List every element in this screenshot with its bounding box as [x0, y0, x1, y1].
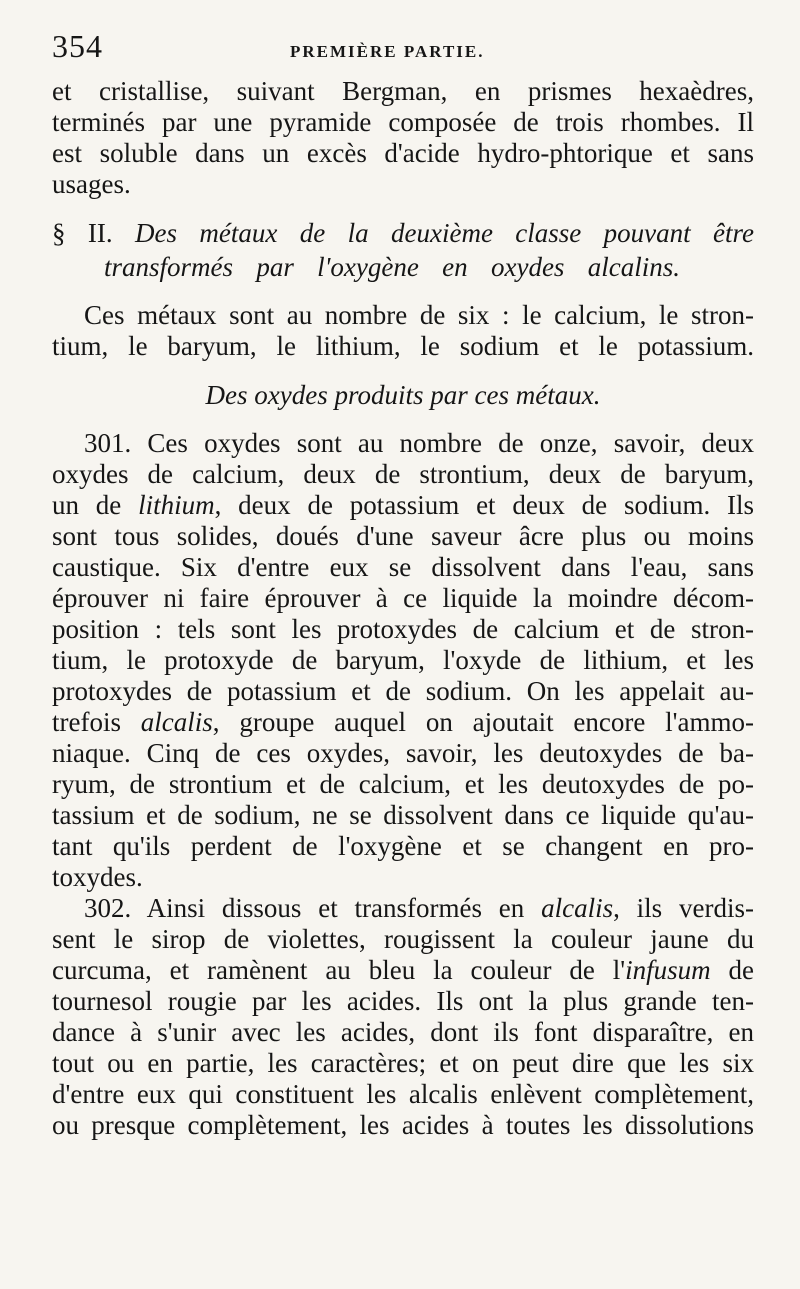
text-run: trefois: [52, 707, 141, 737]
subsection-title: Des oxydes produits par ces métaux.: [205, 380, 601, 410]
italic-term: alcalis: [541, 893, 614, 923]
text-line: est soluble dans un excès d'acide hydro-phtorique et sans: [52, 138, 754, 168]
text-line: ou presque complètement, les acides à toutes les dissolutions: [52, 1110, 754, 1140]
text-line: et cristallise, suivant Bergman, en prismes hexaèdres,: [52, 76, 754, 106]
text-line: sent le sirop de violettes, rougissent la couleur jaune du: [52, 924, 754, 954]
running-head: [52, 28, 754, 76]
italic-term: alcalis: [140, 707, 213, 737]
text-run: , groupe auquel on ajoutait encore l'ammo-: [212, 707, 754, 737]
text-run: de: [710, 955, 755, 985]
text-line: tassium et de sodium, ne se dissolvent dans ce liquide qu'au-: [52, 800, 754, 830]
section-number: § II.: [52, 218, 113, 248]
text-run: 302. Ainsi dissous et transformés en: [84, 893, 542, 923]
italic-term: lithium: [138, 490, 215, 520]
section-heading: [52, 216, 754, 284]
text-line: Ces métaux sont au nombre de six : le calcium, le stron-: [84, 300, 754, 330]
text-line: 301. Ces oxydes sont au nombre de onze, savoir, deux: [84, 428, 754, 458]
text-line: protoxydes de potassium et de sodium. On les appelait au-: [52, 676, 754, 706]
text-line: tout ou en partie, les caractères; et on peut dire que les six: [52, 1048, 754, 1078]
page-number: 354: [52, 28, 103, 64]
text-line: terminés par une pyramide composée de trois rhombes. Il: [52, 107, 754, 137]
paragraph-301: [52, 428, 754, 893]
italic-term: infusum: [625, 955, 711, 985]
text-line: [52, 955, 754, 986]
text-line: [52, 707, 754, 738]
text-run: , deux de potassium et deux de sodium. Ils: [214, 490, 755, 520]
text-run: un de: [52, 490, 139, 520]
paragraph-302: [52, 893, 754, 1141]
text-run: curcuma, et ramènent au bleu la couleur de l': [52, 955, 626, 985]
text-line: [52, 893, 754, 924]
intro-paragraph: [52, 76, 754, 200]
running-title: PREMIÈRE PARTIE.: [290, 42, 485, 61]
text-line: [52, 490, 754, 521]
text-line: caustique. Six d'entre eux se dissolvent dans l'eau, sans: [52, 552, 754, 582]
text-line: toxydes.: [52, 862, 143, 892]
text-line: tournesol rougie par les acides. Ils ont la plus grande ten-: [52, 986, 754, 1016]
text-line: oxydes de calcium, deux de strontium, deux de baryum,: [52, 459, 754, 489]
text-line: tium, le protoxyde de baryum, l'oxyde de lithium, et les: [52, 645, 754, 675]
text-line: tium, le baryum, le lithium, le sodium et le potassium.: [52, 331, 754, 361]
text-run: , ils verdis-: [613, 893, 754, 923]
text-line: sont tous solides, doués d'une saveur âcre plus ou moins: [52, 521, 754, 551]
section-title-part1: Des métaux de la deuxième classe pouvant être: [135, 218, 755, 248]
text-line: niaque. Cinq de ces oxydes, savoir, les deutoxydes de ba-: [52, 738, 754, 768]
text-line: position : tels sont les protoxydes de calcium et de stron-: [52, 614, 754, 644]
text-line: ryum, de strontium et de calcium, et les deutoxydes de po-: [52, 769, 754, 799]
text-line: éprouver ni faire éprouver à ce liquide la moindre décom-: [52, 583, 754, 613]
section-title-part2: transformés par l'oxygène en oxydes alcalins.: [104, 252, 680, 282]
text-line: usages.: [52, 169, 131, 199]
text-line: d'entre eux qui constituent les alcalis enlèvent complètement,: [52, 1079, 754, 1109]
section-intro-paragraph: [52, 300, 754, 362]
text-line: dance à s'unir avec les acides, dont ils font disparaître, en: [52, 1017, 754, 1047]
section-title-line: [52, 216, 754, 250]
text-line: tant qu'ils perdent de l'oxygène et se changent en pro-: [52, 831, 754, 861]
